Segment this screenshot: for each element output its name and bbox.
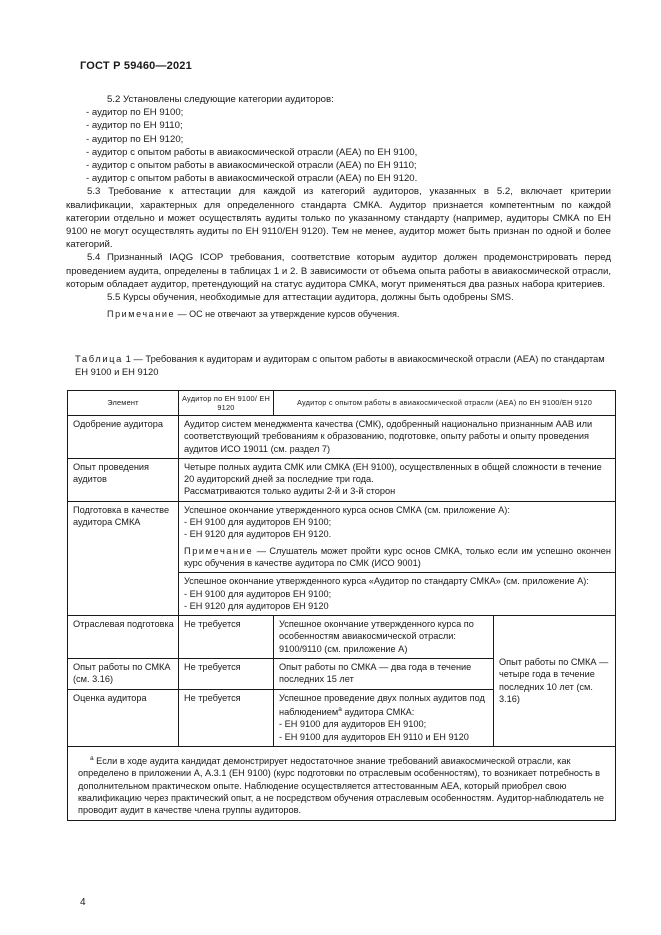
training-note xyxy=(184,545,611,570)
row-label-evaluation: Оценка аудитора xyxy=(68,689,179,746)
training-line: Успешное окончание утвержденного курса основ СМКА (см. приложение А): xyxy=(184,504,510,515)
eval-text: аудитора СМКА: xyxy=(341,707,415,717)
category-item: - аудитор по ЕН 9120; xyxy=(86,133,184,145)
training-line: - ЕН 9120 для аудиторов ЕН 9120. xyxy=(184,529,332,540)
eval-line xyxy=(279,692,489,719)
body-text xyxy=(66,93,611,321)
document-header: ГОСТ Р 59460—2021 xyxy=(80,60,192,72)
footnote-ref: а xyxy=(338,705,342,713)
cell-training-basics xyxy=(179,501,616,572)
row-label-approval: Одобрение аудитора xyxy=(68,416,179,459)
row-label-training: Подготовка в качестве аудитора СМКА xyxy=(68,501,179,615)
table-caption-label: Таблица xyxy=(75,353,123,364)
paragraph-5-2: 5.2 Установлены следующие категории аудиторов: xyxy=(107,94,334,105)
note xyxy=(86,308,611,321)
cell-qms-aea: Опыт работы по СМКА — два года в течение последних 15 лет xyxy=(274,659,494,690)
table-header-row xyxy=(68,391,616,416)
table-row xyxy=(68,416,616,459)
requirements-table xyxy=(67,390,616,821)
training-line: - ЕН 9100 для аудиторов ЕН 9100; xyxy=(184,517,332,528)
eval-text: Успешное проведение двух полных аудитов под наблюдением xyxy=(279,692,485,717)
experience-line: Четыре полных аудита СМК или СМКА (ЕН 9100), осуществленных в общей сложности в течение 20 аудиторский дней за последние три года. xyxy=(184,461,602,485)
training-line: - ЕН 9100 для аудиторов ЕН 9100; xyxy=(184,588,332,599)
paragraph-5-4: 5.4 Признанный IAQG ICOP требования, соответствие которым аудитор должен продемонстрировать перед проведением аудита, определены в таблицах 1 и 2. В зависимости от объема опыта работы в авиакосмической отрасли, которым обладает аудитор, претендующий на статус аудитора СМКА, могут применяться два разных набора критериев. xyxy=(66,252,611,290)
category-item: - аудитор с опытом работы в авиакосмической отрасли (АЕА) по ЕН 9120. xyxy=(86,173,418,185)
row-label-experience: Опыт проведения аудитов xyxy=(68,458,179,501)
category-item: - аудитор по ЕН 9100; xyxy=(86,107,184,119)
header-auditor-aea: Аудитор с опытом работы в авиакосмической отрасли (АЕА) по ЕН 9100/ЕН 9120 xyxy=(274,391,616,416)
training-note-text: — Слушатель может пройти курс основ СМКА, только если им успешно окончен курс обучения в качестве аудитора по СМК (ИСО 9001) xyxy=(184,545,611,568)
note-label: Примечание xyxy=(107,309,176,320)
category-item: - аудитор с опытом работы в авиакосмической отрасли (АЕА) по ЕН 9100, xyxy=(86,146,418,158)
table-caption-text: 1 — Требования к аудиторам и аудиторам с опытом работы в авиакосмической отрасли (АЕА) по стандартам ЕН 9100 и ЕН 9120 xyxy=(75,353,605,377)
eval-line: - ЕН 9100 для аудиторов ЕН 9100; xyxy=(279,719,427,730)
header-element: Элемент xyxy=(68,391,179,416)
table-row xyxy=(68,616,616,659)
experience-line: Рассматриваются только аудиты 2-й и 3-й сторон xyxy=(184,486,396,497)
cell-industry-aea: Успешное окончание утвержденного курса по особенностям авиакосмической отрасли: 9100/9110 (см. приложение А) xyxy=(274,616,494,659)
training-note-label: Примечание xyxy=(184,545,254,556)
footnote-mark: а xyxy=(90,754,94,762)
eval-line: - ЕН 9100 для аудиторов ЕН 9110 и ЕН 9120 xyxy=(279,731,469,742)
cell-industry-auditor: Не требуется xyxy=(179,616,274,659)
cell-training-auditor xyxy=(179,573,616,616)
paragraph-5-3: 5.3 Требование к аттестации для каждой из категорий аудиторов, указанных в 5.2, включает критерии квалификации, характерных для определенного стандарта СМКА. Аудитор признается компетентным по каждой категории отдельно и может осуществлять аудиты только по указанному стандарту (например, аудиторы СМКА по ЕН 9100 не могут осуществлять аудиты по ЕН 9110/ЕН 9120). Тем не менее, аудитор может быть признан по одной и более категорий. xyxy=(66,186,611,251)
cell-eval-aea xyxy=(274,689,494,746)
paragraph-5-5: 5.5 Курсы обучения, необходимые для аттестации аудитора, должны быть одобрены SMS. xyxy=(107,292,514,304)
category-item: - аудитор по ЕН 9110; xyxy=(86,120,183,132)
table-footnote-row xyxy=(68,746,616,821)
note-text: — ОС не отвечают за утверждение курсов обучения. xyxy=(175,309,400,320)
cell-merged-experience: Опыт работы по СМКА — четыре года в течение последних 10 лет (см. 3.16) xyxy=(494,616,616,747)
table-row xyxy=(68,458,616,501)
page-number: 4 xyxy=(80,897,86,908)
training-line: Успешное окончание утвержденного курса «Аудитор по стандарту СМКА» (см. приложение А): xyxy=(184,576,589,587)
category-item: - аудитор с опытом работы в авиакосмической отрасли (АЕА) по ЕН 9110; xyxy=(86,160,417,172)
row-label-qms: Опыт работы по СМКА (см. 3.16) xyxy=(68,659,179,690)
table-caption xyxy=(75,352,615,378)
training-line: - ЕН 9120 для аудиторов ЕН 9120 xyxy=(184,600,329,611)
cell-qms-auditor: Не требуется xyxy=(179,659,274,690)
table-row xyxy=(68,501,616,572)
cell-experience xyxy=(179,458,616,501)
cell-approval: Аудитор систем менеджмента качества (СМК), одобренный национально признанным ААВ или соответствующий требованиям к образованию, подготовке, опыту работы и опыту проведения аудитов ИСО 19011 (см. раздел 7) xyxy=(179,416,616,459)
table-footnote xyxy=(68,746,616,821)
cell-eval-auditor: Не требуется xyxy=(179,689,274,746)
header-auditor: Аудитор по ЕН 9100/ ЕН 9120 xyxy=(179,391,274,416)
footnote-text: Если в ходе аудита кандидат демонстрирует недостаточное знание требований авиакосмической отрасли, как определено в приложении А, А.3.1 (ЕН 9100) (курс подготовки по отраслевым особенностям), то возникает потребность в дополнительном практическом опыте. Наблюдение осуществляется аттестованным АЕА, который приобрел свою квалификацию через практический опыт, а не посредством обучения отраслевым особенностям. Аудитор-наблюдатель не проводит аудит в качестве члена группы аудиторов. xyxy=(78,755,605,816)
row-label-industry: Отраслевая подготовка xyxy=(68,616,179,659)
